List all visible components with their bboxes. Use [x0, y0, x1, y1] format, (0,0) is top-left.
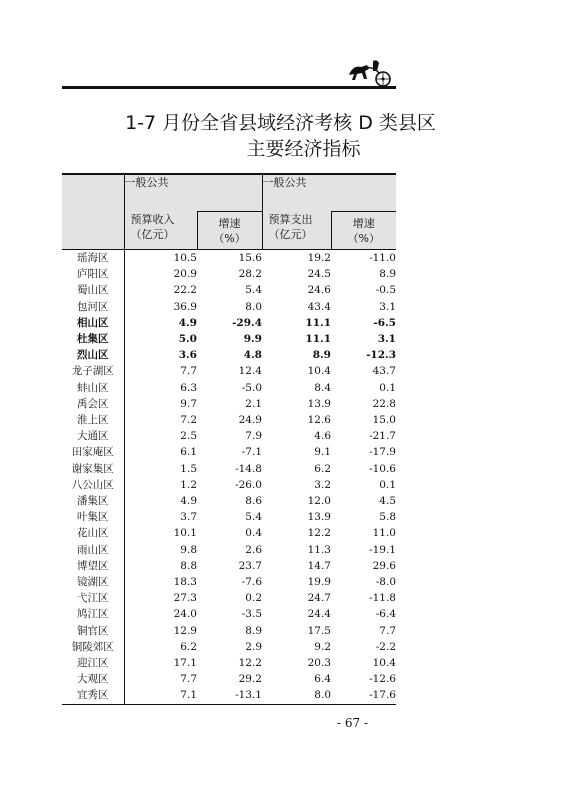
revenue-cell: 10.1	[173, 527, 197, 540]
revenue-growth-cell: 0.4	[245, 527, 262, 540]
page-number: - 67 -	[337, 716, 369, 730]
expenditure-growth-cell: 22.8	[372, 397, 396, 410]
revenue-cell: 2.5	[180, 430, 197, 443]
revenue-growth-cell: 0.2	[245, 592, 262, 605]
expenditure-growth-cell: -12.6	[369, 673, 396, 686]
expenditure-cell: 24.7	[307, 592, 331, 605]
region-name-cell: 淮上区	[62, 412, 124, 428]
expenditure-cell: 4.6	[314, 430, 331, 443]
expenditure-growth-cell: -10.6	[369, 462, 396, 475]
revenue-growth-header	[197, 212, 262, 250]
table-row	[62, 428, 396, 444]
region-name-cell: 迎江区	[62, 655, 124, 671]
table-row	[62, 282, 396, 298]
region-name-cell: 铜官区	[62, 623, 124, 639]
revenue-cell: 36.9	[173, 300, 197, 313]
region-name-cell: 杜集区	[62, 331, 124, 347]
table-row	[62, 412, 396, 428]
revenue-cell: 12.9	[173, 624, 197, 637]
expenditure-cell: 12.6	[307, 414, 331, 427]
expenditure-growth-header	[331, 212, 396, 250]
region-name-cell: 蚌山区	[62, 380, 124, 396]
region-name-cell: 庐阳区	[62, 266, 124, 282]
revenue-cell: 5.0	[178, 333, 197, 346]
expenditure-cell: 24.4	[307, 608, 331, 621]
revenue-growth-cell: 9.9	[243, 333, 262, 346]
expenditure-growth-cell: -2.2	[375, 640, 396, 653]
expenditure-growth-cell: -8.0	[375, 576, 396, 589]
table-row	[62, 655, 396, 671]
expenditure-growth-cell: 5.8	[379, 511, 396, 524]
expenditure-growth-cell: 3.1	[379, 300, 396, 313]
expenditure-cell: 13.9	[307, 511, 331, 524]
expenditure-growth-cell: -6.5	[373, 316, 396, 329]
region-name-cell: 谢家集区	[62, 461, 124, 477]
expenditure-cell: 12.0	[307, 495, 331, 508]
region-name-cell: 宜秀区	[62, 687, 124, 704]
revenue-cell: 22.2	[173, 284, 197, 297]
revenue-growth-cell: -14.8	[235, 462, 262, 475]
table-row	[62, 266, 396, 282]
expenditure-cell: 20.3	[307, 657, 331, 670]
expenditure-cell: 19.2	[307, 252, 331, 264]
expenditure-cell: 43.4	[307, 300, 331, 313]
region-name-cell: 叶集区	[62, 509, 124, 525]
title-line-1: 1-7 月份全省县域经济考核 D 类县区	[125, 112, 436, 134]
region-name-cell: 田家庵区	[62, 444, 124, 460]
table-row	[62, 380, 396, 396]
expenditure-cell: 14.7	[307, 559, 331, 572]
revenue-cell: 9.8	[180, 543, 197, 556]
revenue-group-header	[124, 174, 262, 212]
revenue-growth-cell: 5.4	[245, 284, 262, 297]
table-row	[62, 461, 396, 477]
horse-carriage-logo-icon	[345, 55, 393, 87]
table-row	[62, 687, 396, 704]
revenue-growth-cell: -7.6	[241, 576, 262, 589]
table-row	[62, 558, 396, 574]
revenue-growth-cell: 4.8	[243, 349, 262, 362]
expenditure-cell: 8.0	[262, 687, 331, 704]
table-body	[62, 250, 396, 705]
expenditure-cell: 9.2	[314, 640, 331, 653]
region-name-cell: 大观区	[62, 671, 124, 687]
region-name-cell: 瑶海区	[62, 250, 124, 267]
revenue-growth-cell: 2.1	[245, 397, 262, 410]
expenditure-growth-cell: -6.4	[375, 608, 396, 621]
revenue-cell: 8.8	[180, 559, 197, 572]
table-row	[62, 671, 396, 687]
table-row	[62, 299, 396, 315]
expenditure-growth-cell: 43.7	[372, 365, 396, 378]
expenditure-growth-cell: -12.3	[366, 349, 396, 362]
expenditure-growth-cell: -21.7	[369, 430, 396, 443]
revenue-cell: 4.9	[178, 316, 197, 329]
revenue-growth-cell: 24.9	[238, 414, 262, 427]
region-name-cell: 禹会区	[62, 396, 124, 412]
region-name-cell: 鸠江区	[62, 606, 124, 622]
table-row	[62, 477, 396, 493]
economic-indicators-table	[62, 173, 396, 705]
region-name-cell: 大通区	[62, 428, 124, 444]
table-row	[62, 250, 396, 267]
revenue-growth-cell: 7.9	[245, 430, 262, 443]
table-row	[62, 590, 396, 606]
revenue-growth-cell: -3.5	[241, 608, 262, 621]
revenue-growth-cell: -7.1	[241, 446, 262, 459]
region-name-cell: 蜀山区	[62, 282, 124, 298]
expenditure-growth-cell: 3.1	[377, 333, 396, 346]
region-name-cell: 镜湖区	[62, 574, 124, 590]
expenditure-growth-cell: -11.8	[369, 592, 396, 605]
table-row	[62, 525, 396, 541]
expenditure-growth-cell: 15.0	[372, 414, 396, 427]
table-row	[62, 347, 396, 363]
table-header-row	[62, 174, 396, 212]
expenditure-cell: 9.1	[314, 446, 331, 459]
revenue-cell: 1.5	[180, 462, 197, 475]
revenue-cell: 7.7	[180, 365, 197, 378]
expenditure-cell: 17.5	[307, 624, 331, 637]
revenue-growth-cell: 8.6	[245, 495, 262, 508]
region-name-cell: 潘集区	[62, 493, 124, 509]
table-row	[62, 623, 396, 639]
revenue-cell: 4.9	[180, 495, 197, 508]
revenue-cell: 6.1	[180, 446, 197, 459]
region-name-cell: 龙子湖区	[62, 363, 124, 379]
expenditure-cell: 3.2	[314, 478, 331, 491]
revenue-cell: 9.7	[180, 397, 197, 410]
revenue-growth-cell: 5.4	[245, 511, 262, 524]
revenue-value-header	[124, 212, 197, 250]
expenditure-cell: 11.1	[305, 333, 331, 346]
revenue-cell: 1.2	[180, 478, 197, 491]
revenue-growth-cell: 29.2	[238, 673, 262, 686]
expenditure-value-header	[262, 212, 331, 250]
revenue-cell: 17.1	[173, 657, 197, 670]
revenue-growth-cell: -5.0	[241, 381, 262, 394]
revenue-growth-cell: 12.2	[238, 657, 262, 670]
region-name-cell: 包河区	[62, 299, 124, 315]
region-name-cell: 烈山区	[62, 347, 124, 363]
revenue-growth-cell: -29.4	[232, 316, 262, 329]
region-name-cell: 相山区	[62, 315, 124, 331]
expenditure-cell: 24.5	[307, 268, 331, 281]
table-row	[62, 509, 396, 525]
expenditure-growth-cell: 0.1	[379, 478, 396, 491]
expenditure-cell: 8.4	[314, 381, 331, 394]
expenditure-growth-cell: 11.0	[372, 527, 396, 540]
revenue-growth-cell: 23.7	[238, 559, 262, 572]
revenue-cell: 3.7	[180, 511, 197, 524]
expenditure-growth-cell: 0.1	[379, 381, 396, 394]
expenditure-growth-cell: 7.7	[379, 624, 396, 637]
region-name-cell: 八公山区	[62, 477, 124, 493]
revenue-growth-cell: 8.0	[245, 300, 262, 313]
expenditure-growth-cell: 29.6	[372, 559, 396, 572]
revenue-cell: 10.5	[173, 252, 197, 264]
expenditure-group-header	[262, 174, 396, 212]
revenue-cell: 27.3	[173, 592, 197, 605]
revenue-growth-cell: 28.2	[238, 268, 262, 281]
expenditure-header-line-3: （亿元）	[268, 227, 313, 241]
revenue-header-line-3: （亿元）	[130, 227, 175, 241]
region-name-cell: 雨山区	[62, 542, 124, 558]
revenue-growth-label: 增速	[218, 216, 241, 230]
expenditure-growth-cell: 10.4	[372, 657, 396, 670]
revenue-cell: 7.2	[180, 414, 197, 427]
table-row	[62, 542, 396, 558]
region-name-cell: 弋江区	[62, 590, 124, 606]
expenditure-growth-cell: -17.9	[369, 446, 396, 459]
table-row	[62, 493, 396, 509]
revenue-cell: 3.6	[178, 349, 197, 362]
revenue-growth-cell: 2.9	[245, 640, 262, 653]
table-row	[62, 396, 396, 412]
table-row	[62, 363, 396, 379]
region-name-cell: 博望区	[62, 558, 124, 574]
expenditure-growth-cell: 4.5	[379, 495, 396, 508]
table-row	[62, 444, 396, 460]
revenue-header-line-2: 预算收入	[130, 212, 175, 226]
title-line-2: 主要经济指标	[246, 138, 361, 160]
table-row	[62, 315, 396, 331]
revenue-growth-cell: -13.1	[197, 687, 262, 704]
region-name-cell: 铜陵郊区	[62, 639, 124, 655]
region-name-cell: 花山区	[62, 525, 124, 541]
expenditure-growth-label: 增速	[352, 216, 375, 230]
table-row	[62, 639, 396, 655]
revenue-cell: 18.3	[173, 576, 197, 589]
expenditure-cell: 11.1	[305, 316, 331, 329]
revenue-cell: 20.9	[173, 268, 197, 281]
revenue-header-line-1: 一般公共	[124, 176, 169, 189]
expenditure-cell: 8.9	[312, 349, 331, 362]
region-header-cell	[62, 174, 124, 250]
expenditure-growth-cell: 8.9	[379, 268, 396, 281]
revenue-growth-unit: （%）	[213, 231, 246, 245]
revenue-cell: 7.7	[180, 673, 197, 686]
expenditure-growth-unit: （%）	[347, 231, 380, 245]
table-row	[62, 574, 396, 590]
expenditure-growth-cell: -11.0	[369, 252, 396, 264]
expenditure-cell: 12.2	[307, 527, 331, 540]
page-title	[0, 110, 561, 162]
expenditure-cell: 19.9	[307, 576, 331, 589]
table-row	[62, 606, 396, 622]
revenue-cell: 7.1	[124, 687, 197, 704]
expenditure-header-line-1: 一般公共	[262, 176, 307, 189]
expenditure-cell: 13.9	[307, 397, 331, 410]
revenue-growth-cell: -26.0	[235, 478, 262, 491]
revenue-cell: 24.0	[173, 608, 197, 621]
expenditure-growth-cell: -17.6	[331, 687, 396, 704]
revenue-growth-cell: 8.9	[245, 624, 262, 637]
expenditure-cell: 11.3	[307, 543, 331, 556]
expenditure-cell: 6.4	[314, 673, 331, 686]
revenue-growth-cell: 2.6	[245, 543, 262, 556]
revenue-growth-cell: 12.4	[238, 365, 262, 378]
revenue-growth-cell: 15.6	[238, 252, 262, 264]
expenditure-cell: 10.4	[307, 365, 331, 378]
expenditure-growth-cell: -19.1	[369, 543, 396, 556]
expenditure-cell: 24.6	[307, 284, 331, 297]
expenditure-cell: 6.2	[314, 462, 331, 475]
revenue-cell: 6.3	[180, 381, 197, 394]
expenditure-growth-cell: -0.5	[375, 284, 396, 297]
table-row	[62, 331, 396, 347]
expenditure-header-line-2: 预算支出	[268, 212, 313, 226]
revenue-cell: 6.2	[180, 640, 197, 653]
